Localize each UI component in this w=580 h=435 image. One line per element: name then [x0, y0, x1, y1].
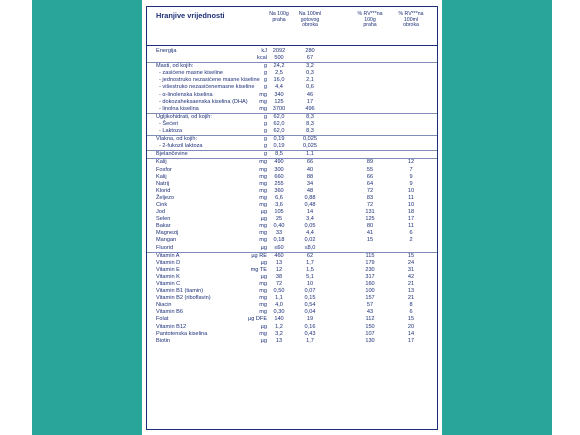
nutrient-label: Vitamin B12 [156, 323, 187, 330]
rv-per-100ml: 15 [407, 252, 415, 259]
table-row [147, 135, 437, 143]
nutrient-label: - α-linolenska kiselina [159, 91, 213, 98]
unit-cell: g [263, 151, 267, 158]
nutrient-label: Fluorid [156, 244, 174, 251]
unit-cell: µg [260, 259, 267, 266]
rv-per-100ml: 12 [407, 159, 415, 166]
rv-per-100ml: 7 [409, 166, 413, 173]
nutrient-label: Biotin [156, 337, 170, 344]
unit-cell: g [263, 143, 267, 150]
rv-per-100g: 43 [366, 309, 374, 316]
rv-per-100g: 179 [365, 259, 375, 266]
value-per-100g: 360 [274, 187, 284, 194]
nutrient-label: Vitamin B1 (tiamin) [156, 288, 204, 295]
value-per-100g: 62,0 [273, 128, 285, 135]
unit-cell: mg [259, 295, 267, 302]
unit-cell: g [263, 84, 267, 91]
rv-per-100ml: 2 [409, 237, 413, 244]
value-per-100g: 0,30 [273, 309, 285, 316]
table-row [147, 223, 437, 230]
rv-per-100g: 72 [366, 187, 374, 194]
table-row [147, 316, 437, 323]
rv-per-100g: 41 [366, 230, 374, 237]
value-per-100ml: 10 [306, 281, 314, 287]
nutrient-label: - dokozaheksaenska kiselina (DHA) [159, 98, 248, 105]
table-row [147, 281, 437, 288]
value-per-100ml: 8,3 [306, 120, 314, 127]
value-per-100ml: 40 [306, 166, 314, 173]
value-per-100ml: 1,1 [306, 151, 314, 158]
value-per-100ml: 3,4 [306, 216, 314, 223]
unit-cell: g [263, 136, 267, 143]
value-per-100g: 660 [274, 173, 284, 180]
table-row [147, 195, 437, 202]
rv-per-100ml: 6 [409, 230, 413, 237]
unit-cell: mg [259, 105, 267, 112]
unit-cell: µg [260, 216, 267, 223]
nutrient-label: Željezo [156, 194, 175, 201]
table-row [147, 128, 437, 135]
rv-per-100g: 100 [365, 288, 375, 295]
rv-per-100ml: 8 [409, 302, 413, 309]
unit-cell: mg [259, 91, 267, 98]
table-row [147, 48, 437, 55]
unit-cell: mg [259, 309, 267, 316]
unit-cell: mg [259, 201, 267, 208]
table-row [147, 188, 437, 195]
unit-cell: µg DFE [248, 316, 268, 323]
nutrient-label: Vitamin A [156, 252, 180, 259]
nutrient-label: Vitamin B6 [156, 309, 183, 316]
value-per-100g: 140 [274, 316, 284, 323]
rv-per-100ml: 31 [407, 266, 415, 273]
unit-cell: g [263, 63, 267, 70]
table-row [147, 143, 437, 150]
rv-per-100g: 160 [365, 281, 375, 287]
rv-per-100g: 150 [365, 323, 375, 330]
value-per-100g: 1,1 [275, 295, 283, 302]
unit-cell: mg [259, 98, 267, 105]
nutrient-label: Selen [156, 216, 171, 223]
value-per-100g: 0,19 [273, 143, 285, 150]
value-per-100ml: 0,05 [304, 223, 316, 230]
rv-per-100ml: 17 [407, 216, 415, 223]
value-per-100g: 105 [274, 209, 284, 216]
table-row [147, 181, 437, 188]
nutrient-label: - višestruko nezasićenemasne kiseline [159, 84, 255, 91]
table-row [147, 216, 437, 223]
value-per-100ml: 280 [305, 48, 315, 54]
unit-cell: kJ [261, 48, 267, 54]
unit-cell: mg TE [250, 266, 267, 273]
nutrient-label: Bjelančevine [156, 151, 188, 158]
value-per-100g: 500 [274, 55, 284, 62]
value-per-100ml: 0,025 [303, 143, 317, 150]
unit-cell: mg [259, 223, 267, 230]
rv-per-100g: 64 [366, 180, 374, 187]
value-per-100ml: 4,4 [306, 230, 314, 237]
table-title: Hranjive vrijednosti [156, 11, 225, 20]
unit-cell: mg [259, 187, 267, 194]
value-per-100ml: 0,88 [304, 194, 316, 201]
rv-per-100g: 230 [365, 266, 375, 273]
table-row [147, 150, 437, 158]
value-per-100ml: 67 [306, 55, 314, 62]
value-per-100ml: 1,7 [306, 259, 314, 266]
nutrient-label: Fosfor [156, 166, 172, 173]
table-row [147, 302, 437, 309]
value-per-100ml: 0,48 [304, 201, 316, 208]
unit-cell: mg [259, 173, 267, 180]
rv-per-100g: 157 [365, 295, 375, 302]
unit-cell: µg [260, 323, 267, 330]
value-per-100g: 6,6 [275, 194, 283, 201]
rv-per-100g: 107 [365, 330, 375, 337]
value-per-100g: 72 [275, 281, 283, 287]
value-per-100ml: 34 [306, 180, 314, 187]
table-row [147, 174, 437, 181]
rv-per-100g: 55 [366, 166, 374, 173]
nutrient-label: Vitamin C [156, 281, 181, 287]
nutrient-label: Vitamin D [156, 259, 181, 266]
nutrient-label: Vitamin K [156, 273, 180, 280]
nutrient-label: Natrij [156, 180, 170, 187]
value-per-100g: 1,2 [275, 323, 283, 330]
value-per-100g: 2,5 [275, 70, 283, 77]
value-per-100g: 13 [275, 259, 283, 266]
table-row [147, 295, 437, 302]
value-per-100g: 340 [274, 91, 284, 98]
table-row [147, 121, 437, 128]
nutrient-label: - zasićene masne kiseline [159, 70, 224, 77]
value-per-100g: 460 [274, 252, 284, 259]
unit-cell: g [263, 113, 267, 120]
rv-per-100ml: 10 [407, 187, 415, 194]
value-per-100g: 0,19 [273, 136, 285, 143]
value-per-100ml: 66 [306, 159, 314, 166]
rv-per-100ml: 18 [407, 209, 415, 216]
nutrient-label: - Laktoza [159, 128, 183, 135]
value-per-100ml: 48 [306, 187, 314, 194]
column-header-rv-per-100ml: % RV***na 100ml obroka [398, 11, 424, 29]
value-per-100ml: 5,1 [306, 273, 314, 280]
table-row [147, 252, 437, 260]
value-per-100ml: 0,15 [304, 295, 316, 302]
table-row [147, 288, 437, 295]
rv-per-100ml: 21 [407, 281, 415, 287]
value-per-100ml: ≤8,0 [304, 244, 316, 251]
table-row [147, 167, 437, 174]
unit-cell: mg [259, 288, 267, 295]
table-row [147, 202, 437, 209]
value-per-100g: 4,0 [275, 302, 283, 309]
unit-cell: g [263, 77, 267, 84]
rv-per-100ml: 42 [407, 273, 415, 280]
value-per-100ml: 0,07 [304, 288, 316, 295]
value-per-100ml: 0,04 [304, 309, 316, 316]
table-row [147, 92, 437, 99]
table-row [147, 245, 437, 252]
value-per-100ml: 2,1 [306, 77, 314, 84]
value-per-100ml: 19 [306, 316, 314, 323]
unit-cell: mg [259, 230, 267, 237]
unit-cell: kcal [257, 55, 267, 62]
rv-per-100g: 89 [366, 159, 374, 166]
unit-cell: g [263, 128, 267, 135]
value-per-100ml: 62 [306, 252, 314, 259]
value-per-100g: 13 [275, 337, 283, 344]
value-per-100g: 12 [275, 266, 283, 273]
nutrient-label: Masti, od kojih: [156, 63, 194, 70]
table-row [147, 331, 437, 338]
nutrient-label: Vitamin E [156, 266, 180, 273]
table-row [147, 62, 437, 70]
value-per-100ml: 3,2 [306, 63, 314, 70]
rv-per-100ml: 21 [407, 295, 415, 302]
value-per-100ml: 1,5 [306, 266, 314, 273]
unit-cell: mg [259, 166, 267, 173]
value-per-100ml: 0,16 [304, 323, 316, 330]
table-row [147, 237, 437, 244]
value-per-100ml: 0,025 [303, 136, 317, 143]
rv-per-100ml: 10 [407, 201, 415, 208]
table-row [147, 113, 437, 121]
table-row [147, 158, 437, 166]
unit-cell: µg RE [251, 252, 267, 259]
unit-cell: mg [259, 330, 267, 337]
table-row [147, 70, 437, 77]
nutrient-label: Mangan [156, 237, 177, 244]
rv-per-100ml: 20 [407, 323, 415, 330]
rv-per-100g: 112 [365, 316, 375, 323]
value-per-100g: 0,40 [273, 223, 285, 230]
rv-per-100ml: 14 [407, 330, 415, 337]
table-row [147, 324, 437, 331]
rv-per-100g: 125 [365, 216, 375, 223]
rv-per-100g: 130 [365, 337, 375, 344]
rv-per-100ml: 17 [407, 337, 415, 344]
table-row [147, 230, 437, 237]
nutrient-label: Ugljikohidrati, od kojih: [156, 113, 212, 120]
value-per-100g: 24,2 [273, 63, 285, 70]
value-per-100g: 255 [274, 180, 284, 187]
right-teal-band [442, 0, 552, 435]
value-per-100g: 16,0 [273, 77, 285, 84]
unit-cell: µg [260, 337, 267, 344]
unit-cell: µg [260, 244, 267, 251]
value-per-100g: 3,2 [275, 330, 283, 337]
value-per-100g: 2092 [272, 48, 286, 54]
value-per-100g: 25 [275, 216, 283, 223]
value-per-100g: 490 [274, 159, 284, 166]
nutrient-label: Jod [156, 209, 166, 216]
unit-cell: g [263, 70, 267, 77]
unit-cell: mg [259, 302, 267, 309]
value-per-100g: 8,5 [275, 151, 283, 158]
nutrient-label: Niacin [156, 302, 172, 309]
unit-cell: mg [259, 194, 267, 201]
rv-per-100ml: 13 [407, 288, 415, 295]
table-row [147, 106, 437, 113]
rv-per-100ml: 9 [409, 180, 413, 187]
nutrient-label: Bakar [156, 223, 171, 230]
rv-per-100ml: 15 [407, 316, 415, 323]
table-row [147, 209, 437, 216]
table-row [147, 260, 437, 267]
value-per-100ml: 8,3 [306, 128, 314, 135]
unit-cell: mg [259, 180, 267, 187]
nutrient-label: - linolna kiselina [159, 105, 199, 112]
value-per-100ml: 46 [306, 91, 314, 98]
value-per-100ml: 0,3 [306, 70, 314, 77]
unit-cell: g [263, 120, 267, 127]
rv-per-100ml: 11 [408, 194, 414, 201]
unit-cell: µg [260, 273, 267, 280]
value-per-100g: 3,6 [275, 201, 283, 208]
value-per-100g: 0,50 [273, 288, 285, 295]
table-header [147, 7, 437, 46]
nutrient-label: Vlakna, od kojih: [156, 136, 198, 143]
nutrition-table [146, 6, 438, 430]
value-per-100ml: 0,43 [304, 330, 316, 337]
nutrient-label: Folat [156, 316, 169, 323]
nutrient-label: Energija [156, 48, 177, 54]
unit-cell: µg [260, 209, 267, 216]
left-teal-band [32, 0, 142, 435]
unit-cell: mg [259, 159, 267, 166]
nutrient-label: - 2-fukozil laktoza [159, 143, 203, 150]
unit-cell: mg [259, 237, 267, 244]
nutrient-label: Vitamin B2 (riboflavin) [156, 295, 211, 302]
rv-per-100g: 131 [365, 209, 375, 216]
nutrient-label: Klorid [156, 187, 171, 194]
value-per-100ml: 0,54 [304, 302, 316, 309]
rv-per-100g: 80 [366, 223, 374, 230]
value-per-100g: 3700 [272, 105, 286, 112]
value-per-100g: 33 [275, 230, 283, 237]
table-row [147, 99, 437, 106]
table-row [147, 338, 437, 345]
unit-cell: mg [259, 281, 267, 287]
rv-per-100g: 317 [365, 273, 375, 280]
rv-per-100ml: 24 [407, 259, 415, 266]
table-row [147, 55, 437, 62]
value-per-100ml: 88 [306, 173, 314, 180]
value-per-100ml: 0,6 [306, 84, 314, 91]
value-per-100ml: 0,02 [304, 237, 316, 244]
column-header-rv-per-100g: % RV***na 100g praha [357, 11, 383, 29]
rv-per-100ml: 11 [408, 223, 414, 230]
column-header-per-100ml-meal: Na 100ml gotovog obroka [298, 11, 322, 29]
table-body [147, 48, 437, 345]
value-per-100g: ≤60 [274, 244, 284, 251]
nutrient-label: Cink [156, 201, 168, 208]
rv-per-100g: 115 [365, 252, 375, 259]
table-row [147, 267, 437, 274]
nutrient-label: Magnezij [156, 230, 179, 237]
rv-per-100g: 72 [366, 201, 374, 208]
value-per-100ml: 496 [305, 105, 315, 112]
rv-per-100g: 15 [366, 237, 374, 244]
value-per-100ml: 8,3 [306, 113, 314, 120]
value-per-100g: 62,0 [273, 120, 285, 127]
table-row [147, 309, 437, 316]
nutrient-label: Pantotenska kiselina [156, 330, 208, 337]
value-per-100g: 0,18 [273, 237, 285, 244]
value-per-100ml: 1,7 [306, 337, 314, 344]
value-per-100g: 125 [274, 98, 284, 105]
value-per-100g: 38 [275, 273, 283, 280]
table-row [147, 84, 437, 91]
table-row [147, 274, 437, 281]
nutrient-label: Kalij [156, 159, 167, 166]
value-per-100ml: 17 [306, 98, 314, 105]
rv-per-100ml: 6 [409, 309, 413, 316]
value-per-100g: 62,0 [273, 113, 285, 120]
rv-per-100ml: 9 [409, 173, 413, 180]
rv-per-100g: 57 [366, 302, 374, 309]
nutrient-label: - Šećeri [159, 120, 179, 127]
value-per-100g: 4,4 [275, 84, 283, 91]
rv-per-100g: 83 [366, 194, 374, 201]
nutrient-label: - jednostruko nezasićene masne kiseline [159, 77, 260, 84]
value-per-100ml: 14 [306, 209, 314, 216]
column-header-per-100g-powder: Na 100g praha [269, 11, 289, 23]
table-row [147, 77, 437, 84]
nutrient-label: Kalij [156, 173, 167, 180]
value-per-100g: 300 [274, 166, 284, 173]
rv-per-100g: 66 [366, 173, 374, 180]
